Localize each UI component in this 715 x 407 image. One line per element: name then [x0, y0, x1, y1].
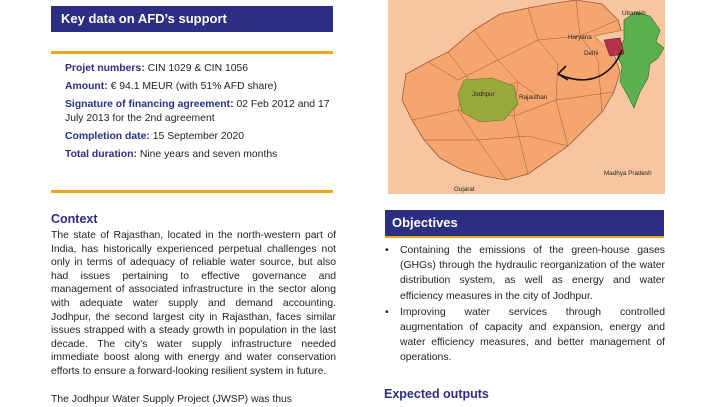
label-delhi: Delhi: [584, 50, 599, 57]
key-data-label: Amount:: [65, 81, 108, 92]
key-data-label: Completion date:: [65, 130, 150, 142]
context-paragraph-continued: The Jodhpur Water Supply Project (JWSP) was thus: [51, 394, 292, 405]
key-data-completion: [65, 130, 330, 144]
bullet-icon: •: [385, 306, 389, 318]
context-heading: Context: [51, 212, 98, 226]
key-data-label: Signature of financing agreement:: [65, 99, 234, 110]
objectives-rule: [385, 236, 664, 238]
context-paragraph: The state of Rajasthan, located in the north-western part of India, has historically experienced perpetual challenges not only in terms of adequacy of reliable water source, but also had issues pertaining to effective governance and management of associated infrastructure in the sector along with adequate water supply and demand accounting. Jodhpur, the second largest city in Rajasthan, faces similar issues strapped with a steady growth in population in the last decade. The city’s water supply infrastructure needed immediate boost along with energy and water conservation efforts to ensure a forward-looking resilient system in future.: [51, 230, 336, 377]
label-gujarat: Gujarat: [454, 186, 475, 193]
bullet-icon: •: [385, 245, 389, 256]
objective-item: [385, 305, 665, 366]
key-data-duration: [65, 148, 330, 162]
key-data-label: Projet numbers:: [65, 63, 145, 74]
key-data-signature: [65, 98, 330, 125]
key-data-value: CIN 1029 & CIN 1056: [144, 63, 249, 74]
key-data-top-rule: [51, 51, 333, 54]
key-data-value: € 94.1 MEUR (with 51% AFD share): [107, 81, 277, 92]
left-column: [0, 0, 358, 405]
expected-outputs-heading: Expected outputs: [384, 387, 489, 401]
key-data-label: Total duration:: [65, 148, 137, 160]
key-data-list: [65, 62, 330, 166]
key-data-project-numbers: [65, 62, 330, 76]
key-data-value: 02 Feb 2012 and 17 July 2013 for the 2nd agreement: [65, 99, 330, 124]
objectives-list: [385, 243, 665, 367]
objectives-header: Objectives: [385, 210, 664, 236]
label-haryana: Haryana: [568, 34, 592, 41]
key-data-header: Key data on AFD’s support: [51, 6, 333, 32]
objective-item: [385, 243, 665, 304]
label-uttarakhand: Uttarakh: [622, 10, 646, 17]
label-jodhpur: Jodhpur: [472, 91, 495, 98]
key-data-bottom-rule: [51, 190, 333, 193]
key-data-amount: [65, 80, 330, 94]
location-map: [388, 0, 665, 194]
objective-text: Containing the emissions of the green-house gases (GHGs) through the hydraulic reorganization of the water distribution system, as well as energy and water efficiency measures in the city of Jodhpur.: [400, 245, 665, 302]
key-data-value: Nine years and seven months: [136, 148, 278, 160]
label-rajasthan: Rajasthan: [519, 94, 548, 101]
key-data-value: 15 September 2020: [149, 130, 245, 142]
objective-text: Improving water services through controlled augmentation of capacity and expansion, energy and water efficiency measures, and better management of operations.: [400, 306, 665, 364]
label-madhya-pradesh: Madhya Pradesh: [604, 170, 652, 177]
